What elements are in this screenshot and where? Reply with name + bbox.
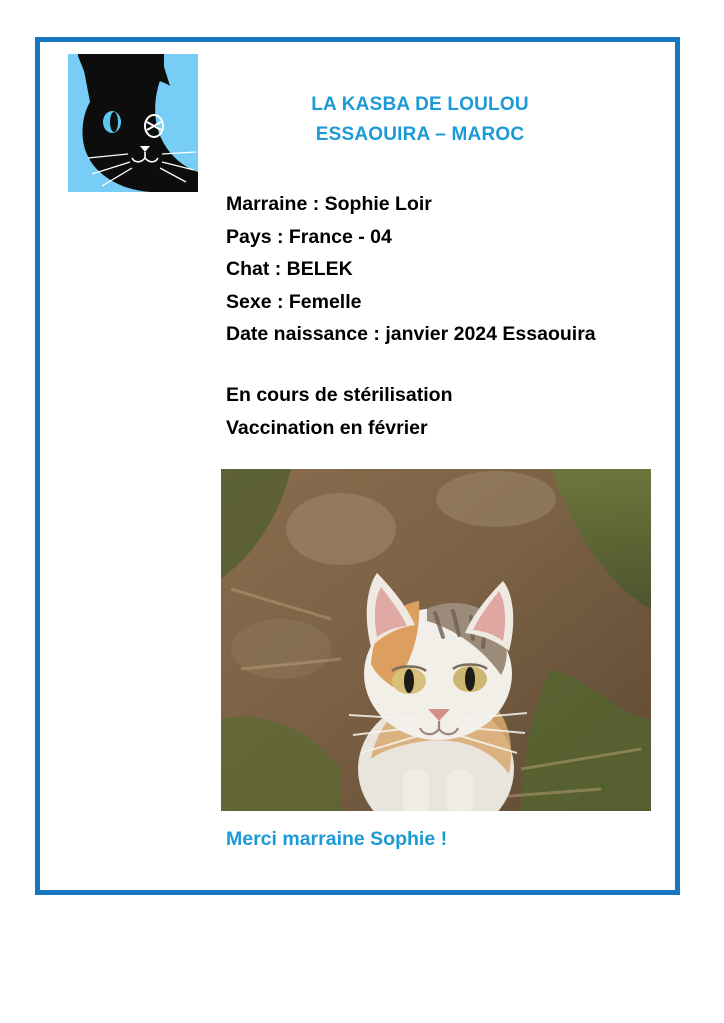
cat-head-logo — [68, 54, 198, 192]
thanks-message: Merci marraine Sophie ! — [226, 828, 448, 850]
title-line-1: LA KASBA DE LOULOU — [311, 94, 529, 115]
cat-head-icon — [68, 54, 198, 192]
info-line-godmother: Marraine : Sophie Loir — [226, 193, 432, 215]
document-title — [190, 90, 650, 150]
status-line-sterilisation: En cours de stérilisation — [226, 384, 453, 406]
cat-photo — [221, 469, 651, 811]
document-content — [40, 42, 675, 890]
cat-photo-illustration — [221, 469, 651, 811]
status-line-vaccination: Vaccination en février — [226, 416, 428, 439]
info-line-cat: Chat : BELEK — [226, 258, 353, 280]
title-line-2: ESSAOUIRA – MAROC — [315, 124, 525, 145]
info-line-sex: Sexe : Femelle — [226, 290, 362, 313]
info-line-birthdate: Date naissance : janvier 2024 Essaouira — [226, 323, 596, 345]
sponsorship-info — [226, 188, 676, 351]
blue-border-frame — [35, 37, 680, 895]
info-line-country: Pays : France - 04 — [226, 225, 392, 248]
medical-status — [226, 379, 676, 444]
